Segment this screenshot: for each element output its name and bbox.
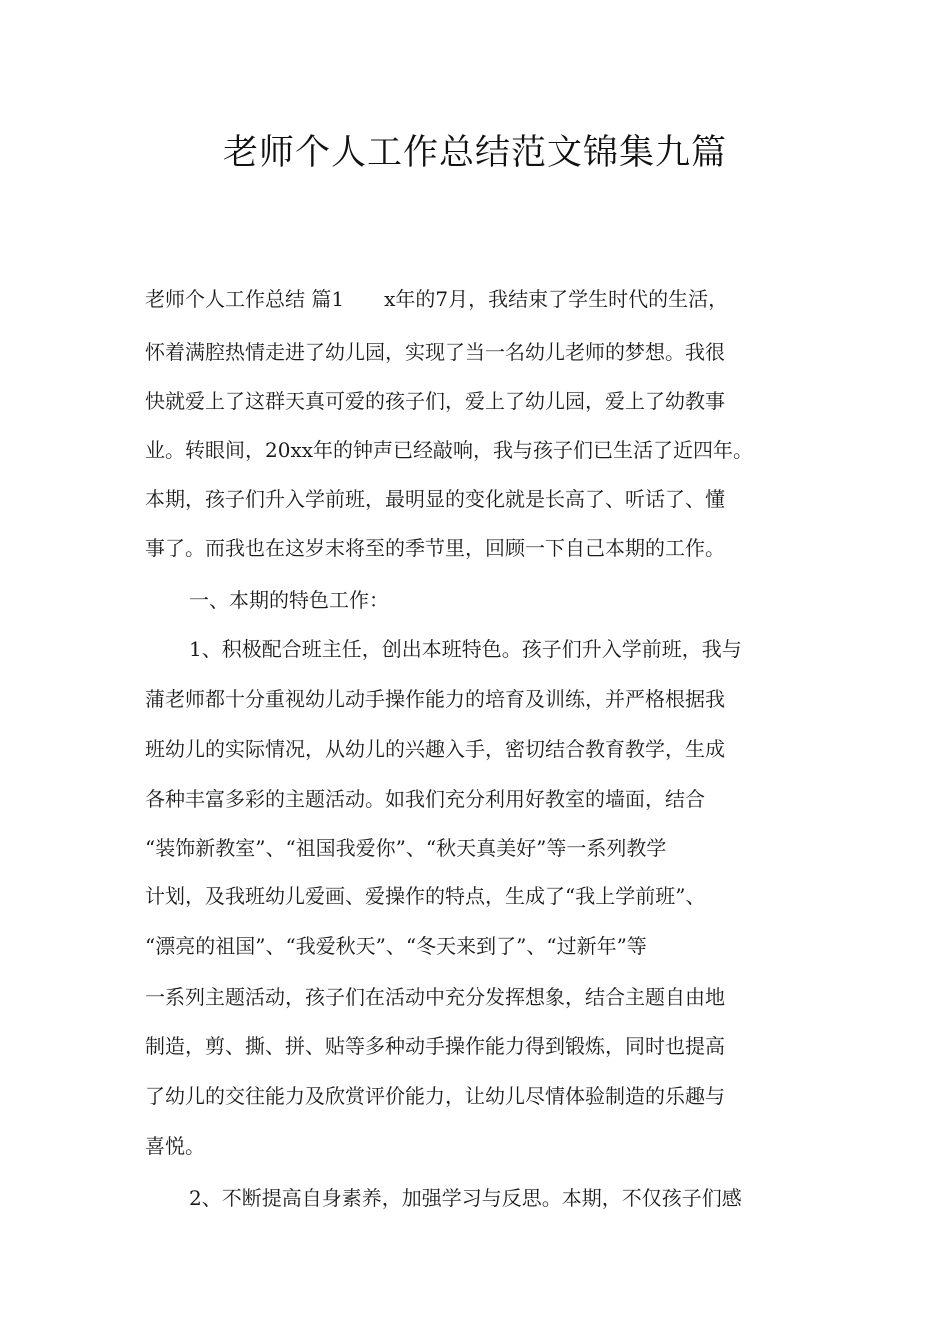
paragraph-line: 本期，孩子们升入学前班，最明显的变化就是长高了、听话了、懂 [145, 487, 725, 511]
paragraph-line: 事了。而我也在这岁末将至的季节里，回顾一下自己本期的工作。 [145, 536, 725, 560]
paragraph-line: 了幼儿的交往能力及欣赏评价能力，让幼儿尽情体验制造的乐趣与 [145, 1084, 725, 1108]
paragraph-line: 喜悦。 [145, 1134, 205, 1158]
paragraph-line: 1、积极配合班主任，创出本班特色。孩子们升入学前班，我与 [189, 637, 742, 661]
paragraph-line: 各种丰富多彩的主题活动。如我们充分利用好教室的墙面，结合 [145, 787, 705, 811]
section-heading: 一、本期的特色工作： [189, 588, 389, 612]
paragraph-line: 蒲老师都十分重视幼儿动手操作能力的培育及训练，并严格根据我 [145, 687, 725, 711]
paragraph-line: 快就爱上了这群天真可爱的孩子们，爱上了幼儿园，爱上了幼教事 [145, 389, 725, 413]
paragraph-line: 业。转眼间，20xx年的钟声已经敲响，我与孩子们已生活了近四年。 [145, 438, 754, 462]
paragraph-line: 老师个人工作总结 篇1 x年的7月，我结束了学生时代的生活， [145, 287, 729, 311]
paragraph-line: “漂亮的祖国”、“我爱秋天”、“冬天来到了”、“过新年”等 [145, 934, 647, 958]
paragraph-line: 2、不断提高自身素养，加强学习与反思。本期，不仅孩子们感 [189, 1186, 742, 1210]
paragraph-line: 制造，剪、撕、拼、贴等多种动手操作能力得到锻炼，同时也提高 [145, 1034, 725, 1058]
paragraph-line: “装饰新教室”、“祖国我爱你”、“秋天真美好”等一系列教学 [145, 836, 667, 860]
paragraph-line: 班幼儿的实际情况，从幼儿的兴趣入手，密切结合教育教学，生成 [145, 737, 725, 761]
paragraph-line: 怀着满腔热情走进了幼儿园，实现了当一名幼儿老师的梦想。我很 [145, 340, 725, 364]
document-title: 老师个人工作总结范文锦集九篇 [222, 133, 727, 173]
paragraph-line: 计划，及我班幼儿爱画、爱操作的特点，生成了“我上学前班”、 [145, 884, 706, 908]
paragraph-line: 一系列主题活动，孩子们在活动中充分发挥想象，结合主题自由地 [145, 985, 725, 1009]
